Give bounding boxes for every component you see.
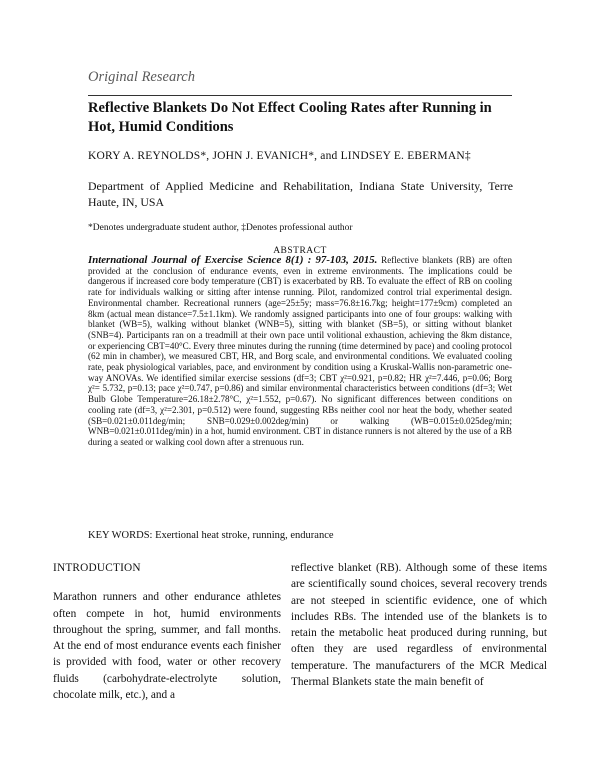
keywords: KEY WORDS: Exertional heat stroke, running, endurance (88, 530, 334, 541)
abstract-body (88, 255, 512, 448)
journal-citation: International Journal of Exercise Science 8(1) : 97-103, 2015. (88, 254, 378, 266)
author-footnote: *Denotes undergraduate student author, ‡Denotes professional author (88, 223, 353, 233)
introduction-heading: INTRODUCTION (53, 562, 141, 574)
intro-paragraph-left: Marathon runners and other endurance athletes often compete in hot, humid environments throughout the spring, summer, and fall months. At the end of most endurance events each finisher is provided with food, water or other recovery fluids (carbohydrate-electrolyte solution, chocolate milk, etc.), and a (53, 591, 281, 702)
right-column (291, 560, 547, 690)
left-column (53, 560, 281, 703)
intro-paragraph-right: reflective blanket (RB). Although some of these items are scientifically sound choices, several recovery trends are not steeped in scientific evidence, one of which includes RBs. The intended use of the blankets is to retain the metabolic heat produced during running, but often they are used regardless of environmental temperature. The manufacturers of the MCR Medical Thermal Blankets state the main benefit of (291, 562, 547, 689)
abstract-text: Reflective blankets (RB) are often provided at the conclusion of endurance events, even in extreme environments. The implications could be dangerous if increased core body temperature (CBT) is exacerbated by RB. To evaluate the effect of RB on cooling rate for individuals walking or sitting after intense running. Pilot, randomized control trial experimental design. Environmental chamber. Recreational runners (age=25±5y; mass=76.8±16.7kg; height=177±9cm) completed an 8km (actual mean distance=7.5±1.1km). We randomly assigned participants into one of four groups: walking with blanket (WB=5), walking without blanket (WNB=5), sitting with blanket (SB=5), or sitting without blanket (SNB=4). Participants ran on a treadmill at their own pace until volitional exhaustion, achieving the 8km distance, or experiencing CBT=40°C. Every three minutes during the running (time determined by pace) and cooling protocol (62 min in chamber), we measured CBT, HR, and Borg scale, and environmental conditions. We evaluated cooling rate, peak physiological variables, pace, and environment by condition using a Kruskal-Wallis non-parametric one-way ANOVAs. We identified similar exercise sessions (df=3; CBT χ²=0.921, p=0.82; HR χ²=7.446, p=0.06; Borg χ²= 5.732, p=0.13; pace χ²=0.747, p=0.86) and similar environmental characteristics between conditions (df=3; Wet Bulb Globe Temperature=26.18±2.78°C, χ²=1.552, p=0.67). No significant differences between conditions on cooling rate (df=3, χ²=2.301, p=0.512) were found, suggesting RBs neither cool nor heat the body, whether seated (SB=0.021±0.011deg/min; SNB=0.029±0.002deg/min) or walking (WB=0.015±0.025deg/min; WNB=0.021±0.011deg/min) in a hot, humid environment. CBT in distance runners is not altered by the use of a RB during a seated or walking cool down after a strenuous run. (88, 255, 512, 447)
section-label: Original Research (88, 69, 195, 85)
abstract-heading: ABSTRACT (273, 246, 327, 256)
title-divider (88, 95, 512, 96)
paper-title: Reflective Blankets Do Not Effect Cooling Rates after Running in Hot, Humid Conditions (88, 100, 492, 135)
author-list: KORY A. REYNOLDS*, JOHN J. EVANICH*, and LINDSEY E. EBERMAN‡ (88, 150, 471, 162)
affiliation: Department of Applied Medicine and Rehabilitation, Indiana State University, Terre Haute, IN, USA (88, 179, 513, 209)
